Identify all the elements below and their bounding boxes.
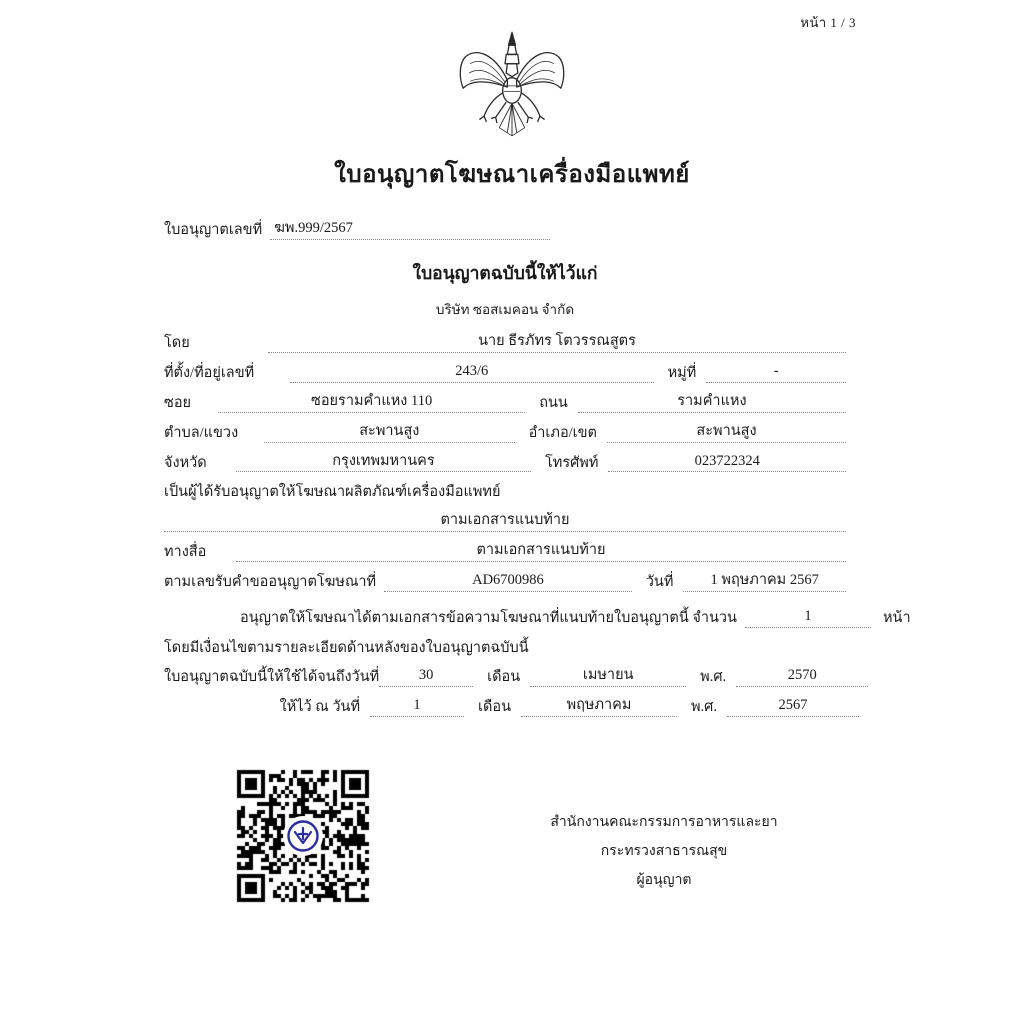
moo-label: หมู่ที่: [667, 364, 697, 381]
address-row: [164, 362, 846, 383]
licensee-company-name: บริษัท ซอสเมคอน จำกัด: [435, 301, 575, 317]
month-label: เดือน: [487, 669, 521, 686]
fda-logo-icon: [283, 816, 323, 856]
by-person-name: นาย ธีรภัทร โตวรรณสูตร: [268, 332, 846, 353]
era-label-2: พ.ศ.: [691, 699, 718, 716]
garuda-emblem: [0, 0, 1024, 144]
attachment-row: [164, 511, 846, 532]
issued-year: 2567: [727, 696, 859, 717]
address-number-value: 243/6: [290, 362, 654, 383]
approval-row: [164, 607, 911, 628]
license-number-label: ใบอนุญาตเลขที่: [164, 222, 263, 238]
district-label: อำเภอ/เขต: [528, 424, 597, 441]
road-label: ถนน: [539, 394, 568, 411]
issued-label: ให้ไว้ ณ วันที่: [279, 699, 360, 716]
request-row: [164, 571, 846, 592]
valid-until-label: ใบอนุญาตฉบับนี้ให้ใช้ได้จนถึงวันที่: [164, 669, 380, 686]
grant-statement: เป็นผู้ได้รับอนุญาตให้โฆษณาผลิตภัณฑ์เครื่องมือแพทย์: [164, 484, 501, 501]
month-label-2: เดือน: [478, 699, 511, 716]
by-label: โดย: [164, 335, 190, 352]
province-phone-row: [164, 452, 846, 473]
page-number-indicator: หน้า 1 / 3: [800, 15, 856, 30]
request-date-label: วันที่: [645, 573, 674, 590]
request-number-value: AD6700986: [384, 571, 632, 592]
era-label: พ.ศ.: [700, 669, 727, 686]
qr-code: [232, 765, 374, 907]
by-row: [164, 332, 846, 353]
license-number-value: ฆพ.999/2567: [270, 219, 550, 240]
garuda-emblem-icon: [453, 30, 571, 144]
issued-date-row: [164, 696, 846, 717]
conditions-statement: โดยมีเงื่อนไขตามรายละเอียดด้านหลังของใบอนุญาตฉบับนี้: [164, 639, 529, 656]
province-label: จังหวัด: [164, 454, 207, 471]
valid-until-day: 30: [379, 666, 473, 687]
given-to-heading: ใบอนุญาตฉบับนี้ให้ไว้แก่: [412, 262, 598, 283]
subdistrict-district-row: [164, 422, 846, 443]
signer-title: ผู้อนุญาต: [636, 873, 692, 889]
district-value: สะพานสูง: [607, 422, 846, 443]
document-title: ใบอนุญาตโฆษณาเครื่องมือแพทย์: [334, 162, 690, 188]
valid-until-row: [164, 666, 846, 687]
address-number-label: ที่ตั้ง/ที่อยู่เลขที่: [164, 364, 255, 381]
signature-block: [488, 765, 840, 891]
valid-until-month: เมษายน: [530, 666, 686, 687]
soi-value: ซอยรามคำแหง 110: [218, 392, 525, 413]
document-body: [164, 219, 911, 907]
approval-pages-unit: หน้า: [882, 609, 911, 626]
road-value: รามคำแหง: [578, 392, 846, 413]
phone-value: 023722324: [608, 452, 846, 473]
issuing-org-line1: สำนักงานคณะกรรมการอาหารและยา: [550, 815, 778, 831]
request-number-label: ตามเลขรับคำขออนุญาตโฆษณาที่: [164, 573, 377, 590]
phone-label: โทรศัพท์: [544, 454, 599, 471]
soi-road-row: [164, 392, 846, 413]
issued-month: พฤษภาคม: [521, 696, 677, 717]
media-label: ทางสื่อ: [164, 544, 207, 561]
subdistrict-label: ตำบล/แขวง: [164, 424, 239, 441]
media-row: [164, 541, 846, 562]
approval-statement: อนุญาตให้โฆษณาได้ตามเอกสารข้อความโฆษณาที่แนบท้ายใบอนุญาตนี้ จำนวน: [240, 609, 737, 626]
province-value: กรุงเทพมหานคร: [236, 452, 531, 473]
valid-until-year: 2570: [736, 666, 868, 687]
issuing-org-line2: กระทรวงสาธารณสุข: [600, 844, 728, 860]
footer-zone: [164, 765, 846, 907]
subdistrict-value: สะพานสูง: [264, 422, 515, 443]
issued-day: 1: [370, 696, 464, 717]
license-number-row: [164, 219, 846, 240]
soi-label: ซอย: [164, 394, 192, 411]
moo-value: -: [706, 362, 846, 383]
request-date-value: 1 พฤษภาคม 2567: [683, 571, 846, 592]
attachment-value: ตามเอกสารแนบท้าย: [164, 511, 846, 532]
approval-pages-count: 1: [745, 607, 871, 628]
media-value: ตามเอกสารแนบท้าย: [236, 541, 846, 562]
